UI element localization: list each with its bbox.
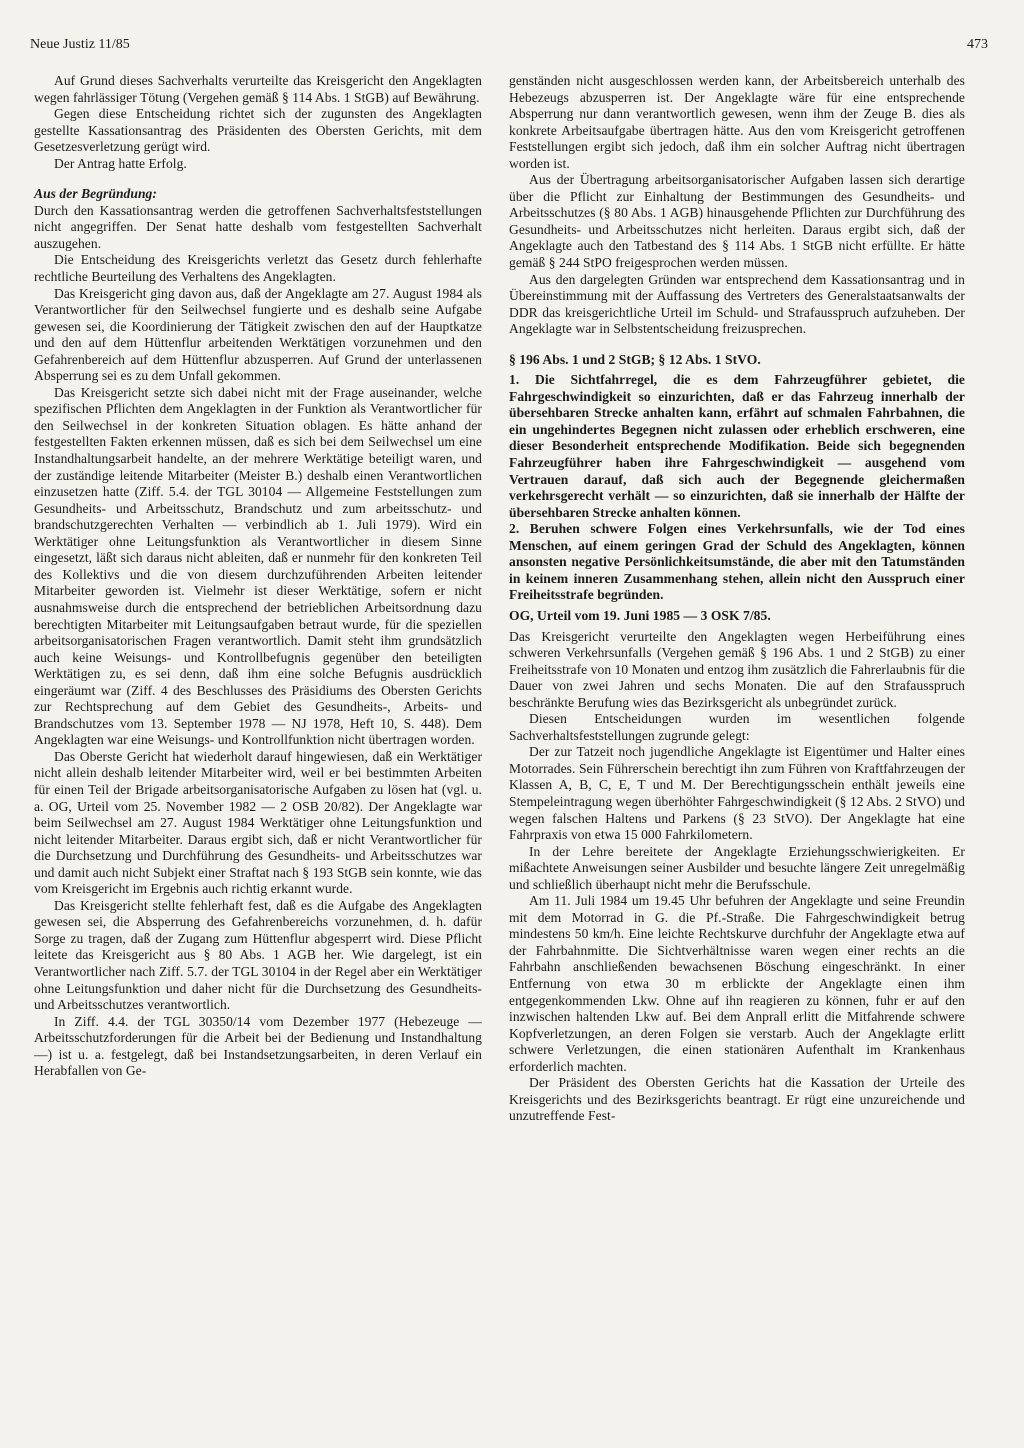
paragraph: Das Oberste Gericht hat wiederholt darauf hingewiesen, daß ein Werktätiger nicht allein deshalb leitender Mitarbeiter wird, weil er bei bestimmten Arbeiten für einen Teil der Brigade arbeitsorganisatorische Aufgaben zu lösen hat (vgl. u. a. OG, Urteil vom 25. November 1982 — 2 OSB 20/82). Der Angeklagte war beim Seilwechsel am 27. August 1984 Werktätiger ohne Leitungsfunktion und nicht leitender Mitarbeiter. Daraus ergibt sich, daß er nicht Verantwortlicher für die Durchsetzung und Durchführung des Gesundheits- und Arbeitsschutzes war und damit auch nicht Subjekt einer Straftat nach § 193 StGB sein konnte, wie das vom Kreisgericht im Ergebnis auch richtig erkannt wurde.	[34, 748, 482, 897]
paragraph: Das Kreisgericht setzte sich dabei nicht mit der Frage auseinander, welche spezifischen Pflichten dem Angeklagten in der Funktion als Verantwortlicher für den Seilwechsel in der konkreten Situation oblagen. Es hätte anhand der festgestellten Fakten erkennen müssen, daß es sich bei dem Seilwechsel um eine Instandhaltungsarbeit handelte, an der mehrere Werktätige beteiligt waren, und der zuständige leitende Mitarbeiter (Meister B.) deshalb einen Verantwortlichen einzusetzen hatte (Ziff. 5.4. der TGL 30104 — Allgemeine Feststellungen zum Gesundheits- und Arbeitsschutz, Brandschutz und zum arbeitsschutz- und brandschutzgerechten Verhalten — verbindlich ab 1. Juli 1979). Wird ein Werktätiger ohne Leitungsfunktion als Verantwortlicher in diesem Sinne eingesetzt, läßt sich daraus nicht ableiten, daß er nunmehr für den konkreten Teil des Kollektivs und die von diesem durchzuführenden Arbeiten leitender Mitarbeiter geworden ist. Vielmehr ist dieser Werktätige, sofern er nicht ausnahmsweise durch die entsprechend der betrieblichen Arbeitsordnung dazu berechtigten Mitarbeiter mit Leitungsaufgaben betraut wurde, für die speziellen arbeitsorganisatorischen Fragen verantwortlich. Damit steht ihm grundsätzlich auch keine Weisungs- und Kontrollbefugnis gegenüber den beteiligten Werktätigen zu, es sei denn, daß ihm eine solche Befugnis ausdrücklich eingeräumt war (Ziff. 4 des Beschlusses des Präsidiums des Obersten Gerichts zur Rechtsprechung auf dem Gebiet des Gesundheits-, Arbeits- und Brandschutzes vom 13. September 1978 — NJ 1978, Heft 10, S. 448). Dem Angeklagten war eine Weisungs- und Kontrollfunktion nicht übertragen worden.	[34, 384, 482, 748]
paragraph: In Ziff. 4.4. der TGL 30350/14 vom Dezember 1977 (Hebezeuge — Arbeitsschutzforderungen für die Arbeit bei der Bedienung und Instandhaltung —) ist u. a. festgelegt, daß bei Instandsetzungsarbeiten, in deren Verlauf ein Herabfallen von Ge-	[34, 1013, 482, 1079]
section-heading: Aus der Begründung:	[34, 186, 157, 202]
headnote-1: 1. Die Sichtfahrregel, die es dem Fahrzeugführer gebietet, die Fahrgeschwindigkeit so einzurichten, daß er das Fahrzeug innerhalb der übersehbaren Strecke anhalten kann, erfährt auf schmalen Fahrbahnen, die ein ungehindertes Begegnen nicht zulassen oder erheblich erschweren, eine dieser Besonderheit entsprechende Modifikation. Beide sich begegnenden Fahrzeugführer haben ihre Fahrgeschwindigkeit — ausgehend vom Vertrauen darauf, daß sich auch der Begegnende gleichermaßen verkehrsgerecht verhält — so einzurichten, daß sie innerhalb der Hälfte der übersehbaren Strecke anhalten können.	[509, 372, 965, 520]
paragraph: Aus den dargelegten Gründen war entsprechend dem Kassationsantrag und in Übereinstimmung mit der Auffassung des Vertreters des Generalstaatsanwalts der DDR das kreisgerichtliche Urteil im Schuld- und Strafausspruch aufzuheben. Der Angeklagte war in Selbstentscheidung freizusprechen.	[509, 271, 965, 337]
paragraph: Auf Grund dieses Sachverhalts verurteilte das Kreisgericht den Angeklagten wegen fahrlässiger Tötung (Vergehen gemäß § 114 Abs. 1 StGB) auf Bewährung.	[34, 73, 482, 105]
page-number: 473	[967, 37, 988, 52]
paragraph: Aus der Übertragung arbeitsorganisatorischer Aufgaben lassen sich derartige über die Pflicht zur Einhaltung der Bestimmungen des Gesundheits- und Arbeitsschutzes (§ 80 Abs. 1 AGB) hinausgehende Pflichten zur Durchführung des Gesundheits- und Arbeitsschutzes nicht herleiten. Daraus ergibt sich, daß der Angeklagte auch den Tatbestand des § 114 Abs. 1 StGB nicht erfüllte. Er hätte gemäß § 244 StPO freigesprochen werden müssen.	[509, 172, 965, 271]
paragraph: Das Kreisgericht stellte fehlerhaft fest, daß es die Aufgabe des Angeklagten gewesen sei, die Absperrung des Gefahrenbereichs vorzunehmen, d. h. dafür Sorge zu tragen, daß der Zugang zum Hüttenflur abgesperrt wird. Diese Pflicht leitete das Kreisgericht aus § 80 Abs. 1 AGB her. Wie dargelegt, ist ein Verantwortlicher nach Ziff. 5.7. der TGL 30104 in der Regel aber ein Werktätiger ohne Leitungsfunktion und daher nicht für die Durchsetzung des Gesundheits- und Arbeitsschutzes verantwortlich.	[34, 897, 482, 1013]
paragraph: Der zur Tatzeit noch jugendliche Angeklagte ist Eigentümer und Halter eines Motorrades. Sein Führerschein berechtigt ihn zum Führen von Kraftfahrzeugen der Klassen A, B, C, E, T und M. Der Berechtigungsschein enthält jeweils eine Stempeleintragung wegen überhöhter Fahrgeschwindigkeit (§ 12 Abs. 2 StVO) und wegen falschen Haltens und Parkens (§ 23 StVO). Der Angeklagte hat eine Fahrpraxis von etwa 15 000 Fahrkilometern.	[509, 744, 965, 843]
paragraph: Gegen diese Entscheidung richtet sich der zugunsten des Angeklagten gestellte Kassationsantrag des Präsidenten des Obersten Gerichts, mit dem Gesetzesverletzung gerügt wird.	[34, 106, 482, 155]
paragraph: Das Kreisgericht ging davon aus, daß der Angeklagte am 27. August 1984 als Verantwortlicher für den Seilwechsel fungierte und es deshalb seine Aufgabe gewesen sei, die Koordinierung der Tätigkeit zwischen den auf der Hauptkatze und den auf dem Hüttenflur arbeitenden Werktätigen vorzunehmen und den Gefahrenbereich auf dem Hüttenflur abzusperren. Auf Grund der unterlassenen Absperrung sei es zu dem Unfall gekommen.	[34, 285, 482, 384]
journal-title: Neue Justiz 11/85	[30, 37, 130, 52]
left-column	[34, 73, 482, 1080]
headnote-2: 2. Beruhen schwere Folgen eines Verkehrsunfalls, wie der Tod eines Menschen, auf einem geringen Grad der Schuld des Angeklagten, können ansonsten negative Persönlichkeitsumstände, die aber mit den Tatumständen in keinem inneren Zusammenhang stehen, allein nicht den Ausspruch einer Freiheitsstrafe begründen.	[509, 521, 965, 603]
paragraph: Der Antrag hatte Erfolg.	[54, 155, 187, 171]
paragraph: Durch den Kassationsantrag werden die getroffenen Sachverhaltsfeststellungen nicht angegriffen. Der Senat hatte deshalb vom festgestellten Sachverhalt auszugehen.	[34, 202, 482, 251]
paragraph: Der Präsident des Obersten Gerichts hat die Kassation der Urteile des Kreisgerichts und des Bezirksgerichts beantragt. Er rügt eine unzureichende und unzutreffende Fest-	[509, 1075, 965, 1124]
right-column	[509, 73, 965, 1125]
paragraph: In der Lehre bereitete der Angeklagte Erziehungsschwierigkeiten. Er mißachtete Anweisungen seiner Ausbilder und besuchte längere Zeit unregelmäßig und schließlich überhaupt nicht mehr die Berufsschule.	[509, 843, 965, 892]
paragraph: Die Entscheidung des Kreisgerichts verletzt das Gesetz durch fehlerhafte rechtliche Beurteilung des Verhaltens des Angeklagten.	[34, 252, 482, 285]
section-heading: § 196 Abs. 1 und 2 StGB; § 12 Abs. 1 StVO.	[509, 351, 761, 367]
paragraph: Das Kreisgericht verurteilte den Angeklagten wegen Herbeiführung eines schweren Verkehrsunfalls (Vergehen gemäß § 196 Abs. 1 und 2 StGB) zu einer Freiheitsstrafe von 10 Monaten und entzog ihm zusätzlich die Fahrerlaubnis für die Dauer von zwei Jahren und sechs Monaten. Die auf den Strafausspruch beschränkte Berufung wies das Bezirksgericht als unbegründet zurück.	[509, 628, 965, 710]
paragraph: genständen nicht ausgeschlossen werden kann, der Arbeitsbereich unterhalb des Hebezeugs abzusperren ist. Der Angeklagte wäre für eine entsprechende Absperrung nur dann verantwortlich gewesen, wenn ihm der Zeuge B. dies als konkrete Arbeitsaufgabe übertragen hätte. Aus den vom Kreisgericht getroffenen Feststellungen ergibt sich jedoch, daß ihm ein solcher Auftrag nicht übertragen worden ist.	[509, 73, 965, 171]
page-header	[30, 34, 988, 56]
paragraph: Diesen Entscheidungen wurden im wesentlichen folgende Sachverhaltsfeststellungen zugrunde gelegt:	[509, 711, 965, 743]
case-citation: OG, Urteil vom 19. Juni 1985 — 3 OSK 7/85.	[509, 607, 771, 623]
paragraph: Am 11. Juli 1984 um 19.45 Uhr befuhren der Angeklagte und seine Freundin mit dem Motorrad in G. die Pf.-Straße. Die Fahrgeschwindigkeit betrug mindestens 50 km/h. Eine leichte Rechtskurve durchfuhr der Angeklagte etwa auf der Fahrbahnmitte. Die Sichtverhältnisse waren wegen einer rechts an die Fahrbahn anschließenden bewachsenen Böschung eingeschränkt. In einer Entfernung von etwa 30 m erblickte der Angeklagte einen ihm entgegenkommenden Lkw. Ohne auf ihn reagieren zu können, fuhr er auf den inzwischen haltenden Lkw auf. Bei dem Anprall erlitt die Mitfahrende schwere Kopfverletzungen, an deren Folgen sie verstarb. Auch der Angeklagte erlitt schwere Verletzungen, die einen stationären Aufenthalt im Krankenhaus erforderlich machten.	[509, 893, 965, 1074]
